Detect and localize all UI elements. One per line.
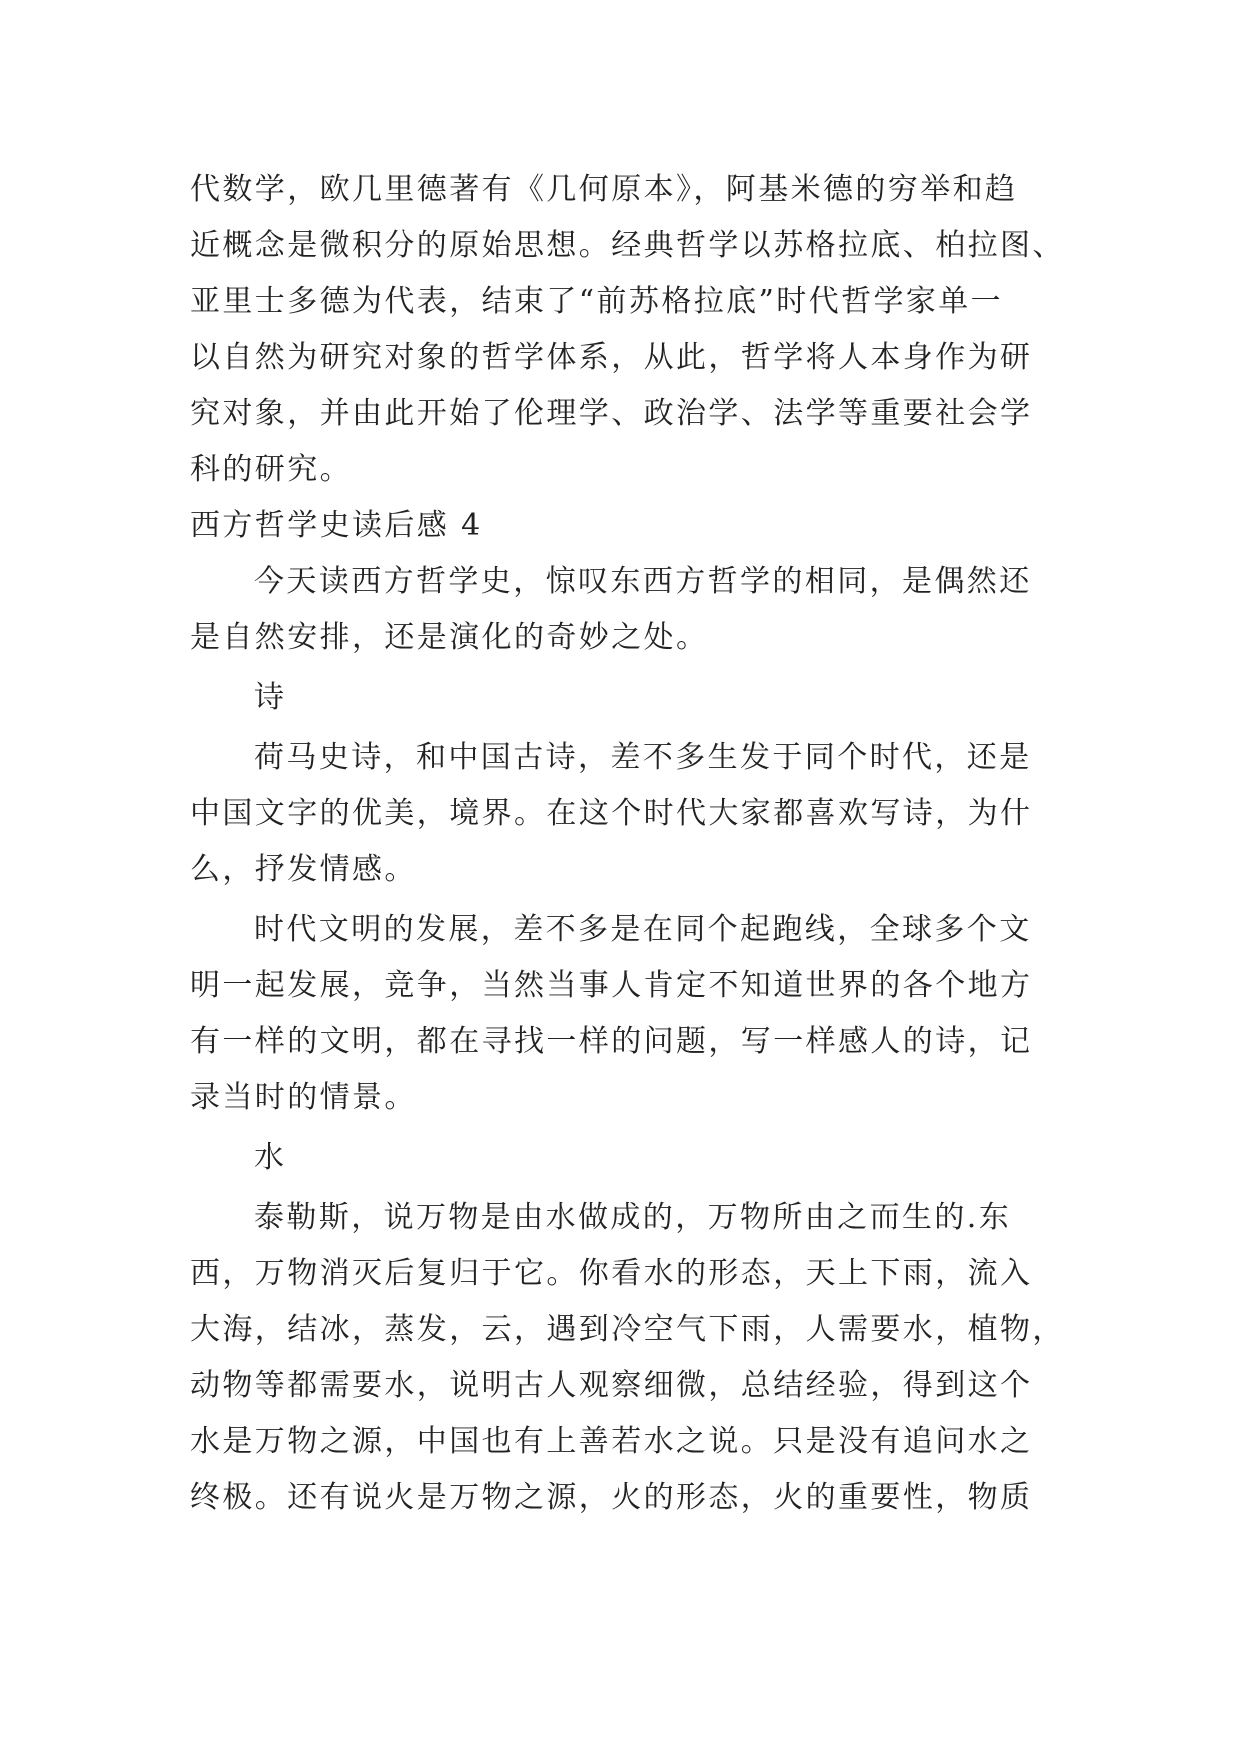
text-line: 终极。还有说火是万物之源，火的形态，火的重要性，物质	[190, 1480, 1033, 1515]
text-line: 代数学，欧几里德著有《几何原本》，阿基米德的穷举和趋	[190, 172, 1018, 207]
continuation-paragraph	[190, 162, 1065, 498]
subheading-poetry: 诗	[254, 680, 287, 715]
text-line: 以自然为研究对象的哲学体系，从此，哲学将人本身作为研	[190, 340, 1033, 375]
text-line: 荷马史诗，和中国古诗，差不多生发于同个时代，还是	[254, 740, 1032, 775]
text-line: 时代文明的发展，差不多是在同个起跑线，全球多个文	[254, 912, 1032, 947]
text-line: 亚里士多德为代表，结束了“前苏格拉底”时代哲学家单一	[190, 284, 1004, 319]
intro-paragraph	[190, 554, 1050, 666]
text-line: 究对象，并由此开始了伦理学、政治学、法学等重要社会学	[190, 396, 1033, 431]
text-line: 泰勒斯，说万物是由水做成的，万物所由之而生的.东	[254, 1200, 1012, 1235]
text-line: 今天读西方哲学史，惊叹东西方哲学的相同，是偶然还	[254, 564, 1032, 599]
water-paragraph	[190, 1190, 1065, 1526]
text-line: 有一样的文明，都在寻找一样的问题，写一样感人的诗，记	[190, 1024, 1033, 1059]
text-line: 动物等都需要水，说明古人观察细微，总结经验，得到这个	[190, 1368, 1033, 1403]
subheading-water: 水	[254, 1140, 287, 1175]
text-line: 中国文字的优美，境界。在这个时代大家都喜欢写诗，为什	[190, 796, 1033, 831]
text-line: 水是万物之源，中国也有上善若水之说。只是没有追问水之	[190, 1424, 1033, 1459]
poetry-paragraph-1	[190, 730, 1050, 898]
text-line: 么，抒发情感。	[190, 852, 417, 887]
text-line: 是自然安排，还是演化的奇妙之处。	[190, 620, 709, 655]
text-line: 近概念是微积分的原始思想。经典哲学以苏格拉底、柏拉图、	[190, 228, 1065, 263]
document-body	[190, 162, 1065, 1526]
text-line: 大海，结冰，蒸发，云，遇到冷空气下雨，人需要水，植物，	[190, 1312, 1065, 1347]
poetry-paragraph-2	[190, 902, 1050, 1126]
section-title: 西方哲学史读后感 4	[190, 508, 483, 543]
text-line: 录当时的情景。	[190, 1080, 417, 1115]
text-line: 科的研究。	[190, 452, 352, 487]
text-line: 明一起发展，竞争，当然当事人肯定不知道世界的各个地方	[190, 968, 1033, 1003]
text-line: 西，万物消灭后复归于它。你看水的形态，天上下雨，流入	[190, 1256, 1033, 1291]
